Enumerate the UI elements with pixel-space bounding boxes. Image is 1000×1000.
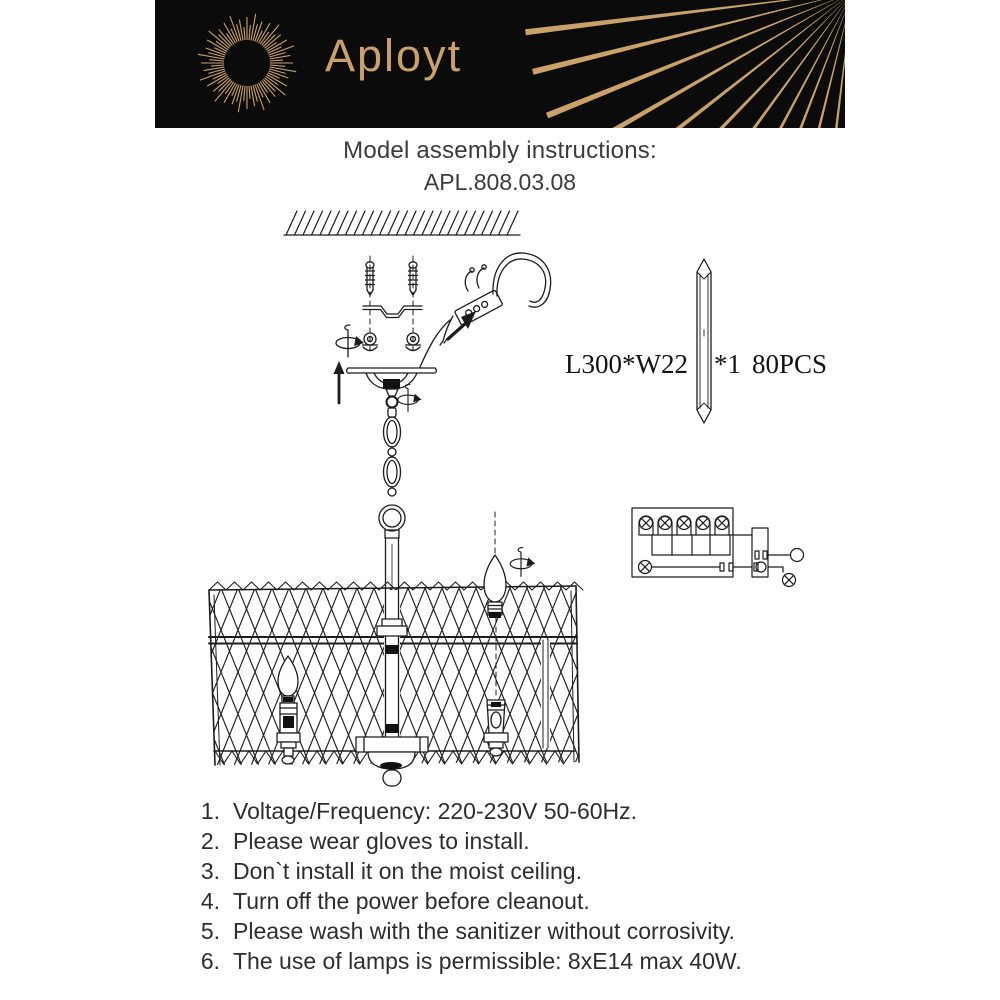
up-arrow-icon <box>334 361 345 403</box>
hanging-chain <box>379 408 405 590</box>
rotate-icon <box>398 384 422 411</box>
item-number: 4. <box>200 888 220 914</box>
crystal-rod-diagram <box>697 259 711 423</box>
drum-interior <box>277 512 550 786</box>
instruction-item <box>194 796 742 826</box>
brand-art <box>155 0 845 128</box>
drum-shade <box>209 582 583 765</box>
rotate-icon <box>510 548 535 577</box>
item-text: Please wash with the sanitizer without corrosivity. <box>233 918 735 944</box>
brand-logo-text: Aployt <box>325 30 463 81</box>
item-number: 1. <box>200 798 220 824</box>
sunburst-logo-icon <box>198 14 296 112</box>
brand-header <box>155 0 845 128</box>
item-number: 3. <box>200 858 220 884</box>
instruction-item <box>194 946 742 976</box>
candle-bulb-left <box>277 656 300 764</box>
item-number: 5. <box>200 918 220 944</box>
item-text: Voltage/Frequency: 220-230V 50-60Hz. <box>233 798 638 824</box>
item-text: The use of lamps is permissible: 8xE14 max 40W. <box>233 948 742 974</box>
item-text: Turn off the power before cleanout. <box>233 888 590 914</box>
mounting-hardware <box>363 256 423 352</box>
wiring-diagram <box>632 508 804 587</box>
ceiling-hatch <box>284 211 520 235</box>
instruction-item <box>194 856 742 886</box>
candle-holder-right <box>484 700 508 756</box>
item-text: Please wear gloves to install. <box>233 828 530 854</box>
instruction-list <box>194 796 742 976</box>
instruction-item <box>194 886 742 916</box>
crystal-qty-label: *1 <box>714 349 741 379</box>
instruction-item <box>194 916 742 946</box>
candle-bulb-inserting <box>484 512 506 698</box>
page-title: Model assembly instructions: <box>343 137 657 164</box>
item-text: Don`t install it on the moist ceiling. <box>233 858 582 884</box>
item-number: 6. <box>200 948 220 974</box>
crystal-size-label: L300*W22 <box>565 349 688 379</box>
title-block <box>0 137 1000 196</box>
item-number: 2. <box>200 828 220 854</box>
rotate-icon <box>336 325 364 357</box>
model-number: APL.808.03.08 <box>423 169 577 195</box>
crystal-pack-label: 80PCS <box>752 349 828 379</box>
instruction-item <box>194 826 742 856</box>
corner-rays-icon <box>525 0 845 128</box>
ceiling-canopy <box>347 368 437 408</box>
wire-and-connector <box>420 253 551 367</box>
